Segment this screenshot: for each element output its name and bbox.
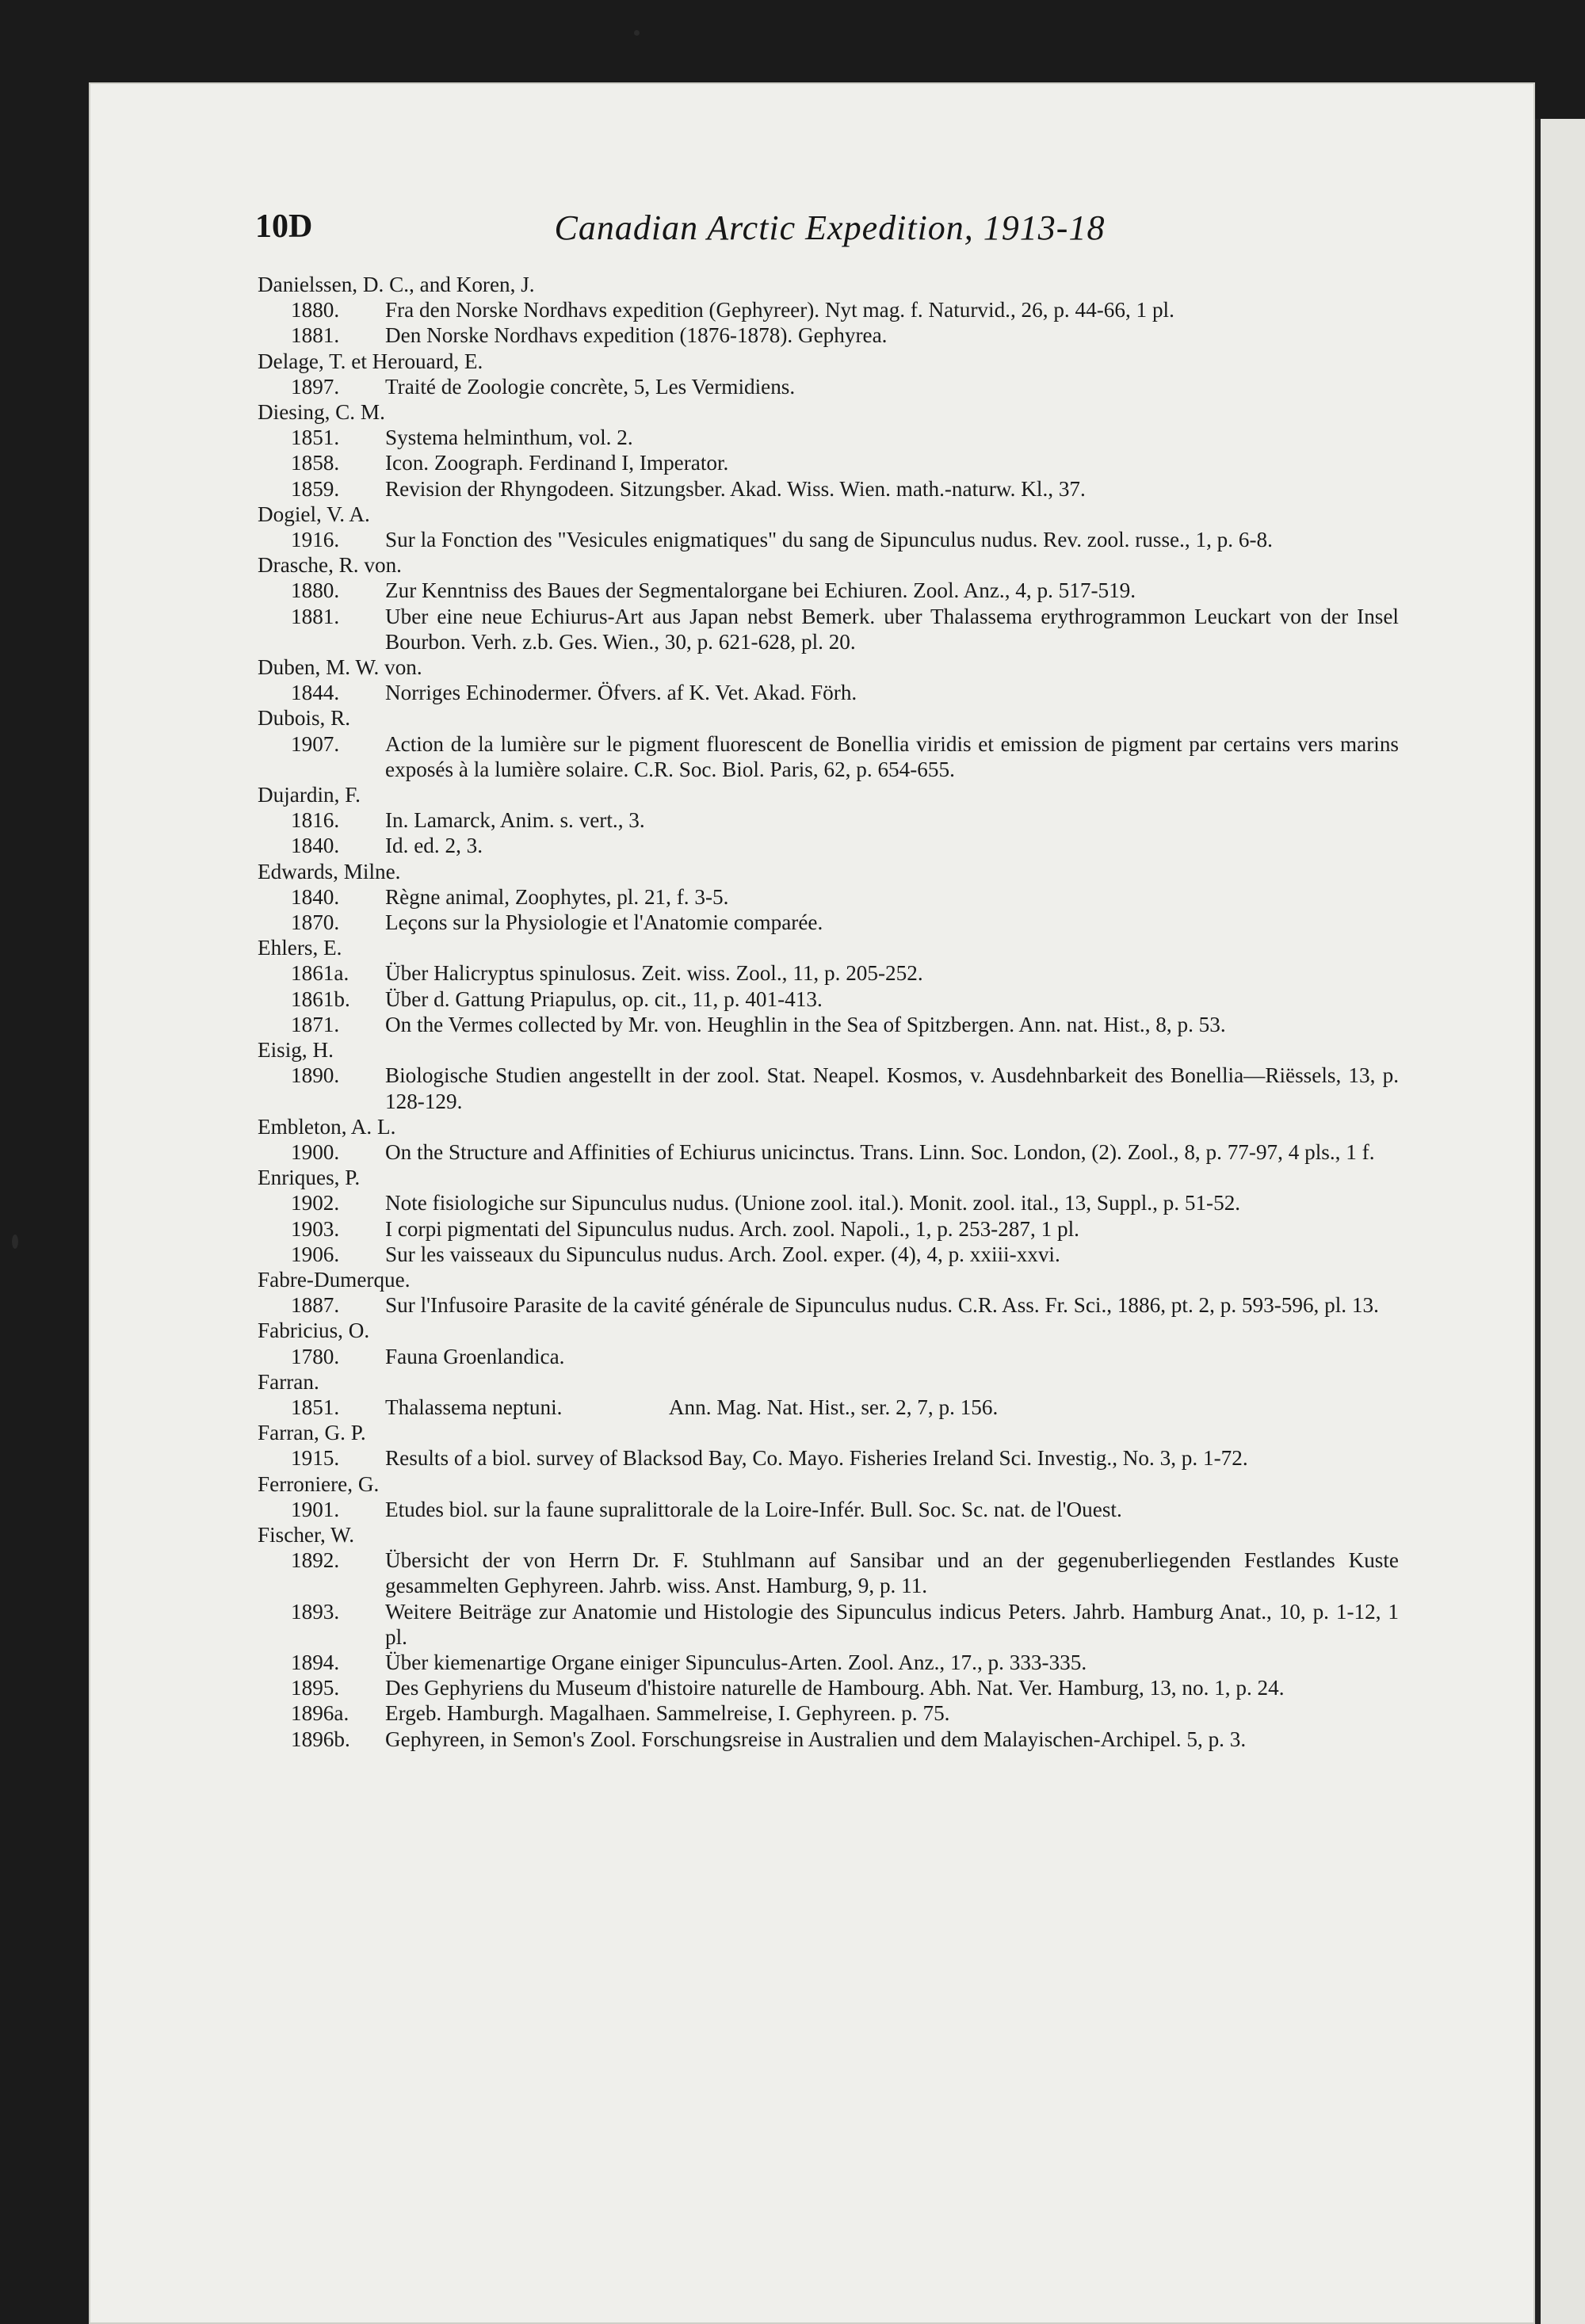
entry-year: 1816. — [291, 808, 340, 833]
adjacent-page-edge — [1541, 119, 1585, 2324]
bibliography-entry — [258, 960, 1399, 986]
entry-year: 1871. — [291, 1012, 340, 1036]
author-heading: Danielssen, D. C., and Koren, J. — [258, 273, 535, 296]
entry-year: 1894. — [291, 1650, 340, 1674]
entry-citation: Fauna Groenlandica. — [385, 1344, 565, 1368]
bibliography-entry — [258, 1395, 1399, 1420]
entry-citation: In. Lamarck, Anim. s. vert., 3. — [385, 808, 645, 833]
page-number: 10D — [255, 208, 313, 245]
entry-citation: Uber eine neue Echiurus-Art aus Japan nebst Bemerk. uber Thalassema erythrogrammon Leuckart von der Insel Bourbon. Verh. z.b. Ges. Wien., 30, p. 621-628, pl. 20. — [385, 604, 1399, 654]
entry-year: 1915. — [291, 1446, 340, 1471]
author-heading: Edwards, Milne. — [258, 859, 401, 883]
entry-citation: Norriges Echinodermer. Öfvers. af K. Vet. Akad. Förh. — [385, 681, 857, 705]
entry-year: 1861a. — [291, 961, 349, 986]
entry-year: 1780. — [291, 1344, 340, 1368]
entry-year: 1893. — [291, 1599, 340, 1624]
entry-citation: Sur la Fonction des "Vesicules enigmatiques" du sang de Sipunculus nudus. Rev. zool. russe., 1, p. 6-8. — [385, 528, 1273, 552]
entry-citation: Über kiemenartige Organe einiger Sipunculus-Arten. Zool. Anz., 17., p. 333-335. — [385, 1650, 1087, 1674]
entry-year: 1851. — [291, 425, 340, 450]
entry-citation: I corpi pigmentati del Sipunculus nudus. Arch. zool. Napoli., 1, p. 253-287, 1 pl. — [385, 1216, 1079, 1241]
entry-citation: Weitere Beiträge zur Anatomie und Histologie des Sipunculus indicus Peters. Jahrb. Hamburg Anat., 10, p. 1-12, 1 pl. — [385, 1599, 1399, 1649]
author-heading: Fabre-Dumerque. — [258, 1267, 411, 1292]
entry-year: 1900. — [291, 1139, 340, 1164]
scan-speck — [12, 1235, 18, 1249]
entry-citation: Den Norske Nordhavs expedition (1876-1878). Gephyrea. — [385, 323, 888, 348]
entry-year: 1887. — [291, 1293, 340, 1318]
bibliography-entry — [258, 476, 1399, 502]
entry-year: 1881. — [291, 323, 340, 348]
entry-citation: Systema helminthum, vol. 2. — [385, 425, 633, 450]
author-heading: Eisig, H. — [258, 1038, 334, 1063]
entry-year: 1859. — [291, 476, 340, 501]
entry-year: 1896a. — [291, 1701, 349, 1726]
bibliography-entry — [258, 1599, 1399, 1650]
entry-citation: Règne animal, Zoophytes, pl. 21, f. 3-5. — [385, 884, 729, 909]
bibliography-entry — [258, 731, 1399, 782]
entry-year: 1851. — [291, 1395, 340, 1419]
entry-citation: Sur les vaisseaux du Sipunculus nudus. Arch. Zool. exper. (4), 4, p. xxiii-xxvi. — [385, 1242, 1060, 1266]
entry-year: 1903. — [291, 1216, 340, 1241]
bibliography-entry — [258, 527, 1399, 552]
entry-citation: Gephyreen, in Semon's Zool. Forschungsreise in Australien und dem Malayischen-Archipel. 5, p. 3. — [385, 1727, 1247, 1751]
author-heading: Drasche, R. von. — [258, 553, 402, 578]
bibliography-entry — [258, 297, 1399, 322]
entry-year: 1895. — [291, 1676, 340, 1700]
entry-year: 1840. — [291, 884, 340, 909]
bibliography-entry — [258, 680, 1399, 705]
bibliography-entry — [258, 1344, 1399, 1369]
entry-year: 1907. — [291, 731, 340, 756]
entry-year: 1870. — [291, 910, 340, 935]
entry-citation: On the Structure and Affinities of Echiurus unicinctus. Trans. Linn. Soc. London, (2). Zool., 8, p. 77-97, 4 pls., 1 f. — [385, 1139, 1375, 1164]
entry-year: 1861b. — [291, 986, 350, 1011]
entry-citation: Revision der Rhyngodeen. Sitzungsber. Akad. Wiss. Wien. math.-naturw. Kl., 37. — [385, 476, 1086, 501]
entry-citation: Biologische Studien angestellt in der zool. Stat. Neapel. Kosmos, v. Ausdehnbarkeit des Bonellia—Riëssels, 13, p. 128-129. — [385, 1063, 1399, 1113]
bibliography-entry — [258, 1445, 1399, 1471]
bibliography-entry — [258, 578, 1399, 603]
entry-year: 1897. — [291, 374, 340, 399]
entry-year: 1880. — [291, 578, 340, 603]
bibliography-entry — [258, 884, 1399, 910]
entry-citation: Sur l'Infusoire Parasite de la cavité générale de Sipunculus nudus. C.R. Ass. Fr. Sci., 1886, pt. 2, p. 593-596, pl. 13. — [385, 1293, 1379, 1318]
bibliography-entry — [258, 1497, 1399, 1522]
bibliography-entry — [258, 1242, 1399, 1267]
entry-year: 1906. — [291, 1242, 340, 1266]
bibliography-entry — [258, 1292, 1399, 1318]
author-heading: Diesing, C. M. — [258, 400, 385, 425]
entry-year: 1890. — [291, 1063, 340, 1088]
running-title: Canadian Arctic Expedition, 1913-18 — [554, 208, 1106, 247]
entry-citation: Traité de Zoologie concrète, 5, Les Vermidiens. — [385, 374, 796, 399]
author-heading: Farran, G. P. — [258, 1421, 366, 1445]
page-gutter-shadow — [1535, 119, 1541, 2324]
bibliography-entry — [258, 807, 1399, 833]
entry-year: 1902. — [291, 1191, 340, 1215]
scan-speck — [634, 30, 640, 36]
entry-citation: Note fisiologiche sur Sipunculus nudus. (Unione zool. ital.). Monit. zool. ital., 13, Suppl., p. 51-52. — [385, 1191, 1241, 1215]
entry-citation: Thalassema neptuni. Ann. Mag. Nat. Hist., ser. 2, 7, p. 156. — [385, 1395, 999, 1419]
author-heading: Dujardin, F. — [258, 783, 361, 807]
entry-citation: Results of a biol. survey of Blacksod Bay, Co. Mayo. Fisheries Ireland Sci. Investig., No. 3, p. 1-72. — [385, 1446, 1248, 1471]
entry-citation: Icon. Zoograph. Ferdinand I, Imperator. — [385, 451, 729, 475]
bibliography-entry — [258, 1547, 1399, 1598]
bibliography-entry — [258, 1727, 1399, 1752]
author-heading: Fischer, W. — [258, 1522, 355, 1547]
entry-citation: Des Gephyriens du Museum d'histoire naturelle de Hambourg. Abh. Nat. Ver. Hamburg, 13, no. 1, p. 24. — [385, 1676, 1285, 1700]
entry-citation: Leçons sur la Physiologie et l'Anatomie comparée. — [385, 910, 823, 935]
entry-citation: Übersicht der von Herrn Dr. F. Stuhlmann auf Sansibar und an der gegenuberliegenden Festlandes Kuste gesammelten Gephyreen. Jahrb. wiss. Anst. Hamburg, 9, p. 11. — [385, 1548, 1399, 1598]
entry-citation: Action de la lumière sur le pigment fluorescent de Bonellia viridis et emission de pigment par certains vers marins exposés à la lumière solaire. C.R. Soc. Biol. Paris, 62, p. 654-655. — [385, 731, 1399, 781]
page-header — [255, 208, 1404, 255]
entry-year: 1916. — [291, 528, 340, 552]
bibliography-entry — [258, 1139, 1399, 1165]
bibliography-entry — [258, 833, 1399, 858]
bibliography-entry — [258, 450, 1399, 475]
author-heading: Fabricius, O. — [258, 1318, 370, 1343]
bibliography-list — [258, 272, 1399, 1752]
entry-year: 1844. — [291, 681, 340, 705]
bibliography-entry — [258, 322, 1399, 348]
bibliography-entry — [258, 1700, 1399, 1726]
entry-year: 1892. — [291, 1548, 340, 1573]
bibliography-entry — [258, 425, 1399, 450]
bibliography-entry — [258, 1650, 1399, 1675]
entry-year: 1896b. — [291, 1727, 350, 1751]
bibliography-entry — [258, 1675, 1399, 1700]
bibliography-entry — [258, 1063, 1399, 1113]
author-heading: Farran. — [258, 1369, 319, 1394]
author-heading: Dogiel, V. A. — [258, 502, 370, 526]
author-heading: Ehlers, E. — [258, 936, 342, 960]
entry-citation: Über d. Gattung Priapulus, op. cit., 11, p. 401-413. — [385, 986, 823, 1011]
author-heading: Embleton, A. L. — [258, 1114, 396, 1139]
entry-year: 1840. — [291, 834, 340, 858]
entry-year: 1858. — [291, 451, 340, 475]
author-heading: Ferroniere, G. — [258, 1471, 380, 1496]
entry-year: 1901. — [291, 1497, 340, 1521]
entry-citation: Id. ed. 2, 3. — [385, 834, 483, 858]
bibliography-entry — [258, 1216, 1399, 1242]
author-heading: Enriques, P. — [258, 1166, 361, 1190]
entry-year: 1880. — [291, 298, 340, 322]
entry-citation: On the Vermes collected by Mr. von. Heughlin in the Sea of Spitzbergen. Ann. nat. Hist., 8, p. 53. — [385, 1012, 1226, 1036]
entry-citation: Etudes biol. sur la faune supralittorale de la Loire-Infér. Bull. Soc. Sc. nat. de l'Ouest. — [385, 1497, 1122, 1521]
bibliography-entry — [258, 986, 1399, 1012]
entry-citation: Ergeb. Hamburgh. Magalhaen. Sammelreise, I. Gephyreen. p. 75. — [385, 1701, 950, 1726]
author-heading: Dubois, R. — [258, 706, 351, 731]
author-heading: Duben, M. W. von. — [258, 655, 422, 680]
bibliography-entry — [258, 604, 1399, 654]
bibliography-entry — [258, 910, 1399, 935]
entry-citation: Fra den Norske Nordhavs expedition (Gephyreer). Nyt mag. f. Naturvid., 26, p. 44-66, 1 pl. — [385, 298, 1174, 322]
bibliography-entry — [258, 374, 1399, 399]
bibliography-entry — [258, 1190, 1399, 1215]
entry-citation: Zur Kenntniss des Baues der Segmentalorgane bei Echiuren. Zool. Anz., 4, p. 517-519. — [385, 578, 1136, 603]
entry-year: 1881. — [291, 604, 340, 628]
bibliography-entry — [258, 1012, 1399, 1037]
author-heading: Delage, T. et Herouard, E. — [258, 349, 483, 373]
entry-citation: Über Halicryptus spinulosus. Zeit. wiss. Zool., 11, p. 205-252. — [385, 961, 923, 986]
